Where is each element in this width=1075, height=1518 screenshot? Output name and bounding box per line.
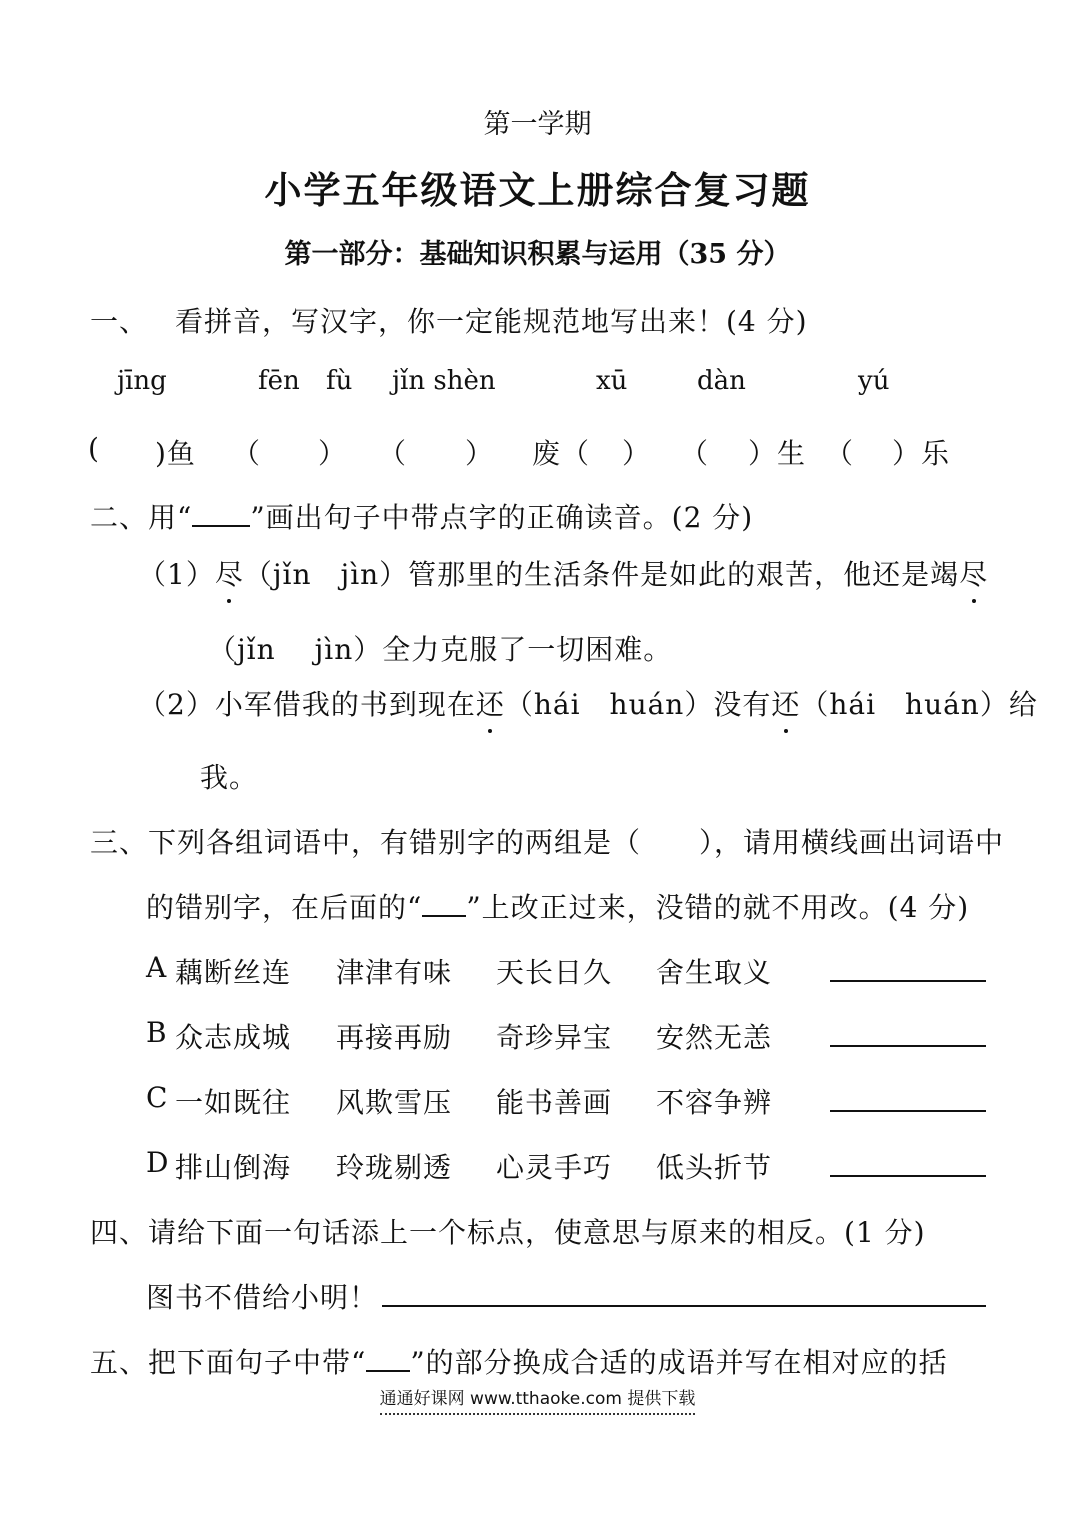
q3-option-a-letter: A — [146, 951, 168, 984]
q2-sentence-1-cont: （jǐn jìn）全力克服了一切困难。 — [208, 633, 673, 666]
q2-prompt: 二、用“ ”画出句子中带点字的正确读音。(2 分) — [90, 501, 754, 534]
q1-blank-4-open: 废（ — [532, 437, 591, 470]
q1-prompt: 看拼音，写汉字，你一定能规范地写出来！(4 分) — [175, 305, 808, 338]
q1-pinyin-4: jǐn shèn — [392, 366, 496, 396]
q3-option-b-word-2: 再接再励 — [336, 1021, 453, 1054]
q1-blank-3-open: （ — [378, 437, 408, 470]
dotted-char: 还 — [476, 683, 505, 723]
q2-sentence-2-cont: 我。 — [200, 761, 259, 794]
dotted-char: 尽 — [215, 553, 244, 593]
q1-pinyin-2: fēn — [258, 366, 300, 396]
q1-blank-2-open: （ — [232, 437, 262, 470]
q1-pinyin-6: dàn — [697, 366, 746, 396]
q3-option-b-answer-line[interactable] — [830, 1045, 986, 1047]
dotted-char: 还 — [771, 683, 800, 723]
q1-blank-6-open: （ — [825, 437, 855, 470]
q3-option-a-word-4: 舍生取义 — [656, 956, 773, 989]
q3-option-a-word-1: 藕断丝连 — [175, 956, 292, 989]
q2-sentence-2: （2）小军借我的书到现在还（hái huán）没有还（hái huán）给 — [138, 683, 1038, 723]
q3-option-a-word-3: 天长日久 — [496, 956, 613, 989]
q3-option-d-word-2: 玲珑剔透 — [336, 1151, 453, 1184]
dotted-char: 尽 — [959, 553, 988, 593]
page-title: 小学五年级语文上册综合复习题 — [264, 168, 811, 212]
q3-option-a-word-2: 津津有味 — [336, 956, 453, 989]
q4-sentence: 图书不借给小明！ — [146, 1281, 379, 1314]
q5-prompt: 五、把下面句子中带“ ”的部分换成合适的成语并写在相对应的括 — [90, 1346, 948, 1379]
q4-prompt: 四、请给下面一句话添上一个标点，使意思与原来的相反。(1 分) — [90, 1216, 926, 1249]
q1-pinyin-7: yú — [858, 366, 890, 396]
q3-prompt-line-1: 三、下列各组词语中，有错别字的两组是（ ），请用横线画出词语中 — [90, 826, 1005, 859]
q3-option-b-word-1: 众志成城 — [175, 1021, 292, 1054]
part-heading: 第一部分：基础知识积累与运用（35 分） — [284, 239, 791, 270]
q2-sentence-1: （1）尽（jǐn jìn）管那里的生活条件是如此的艰苦，他还是竭尽 — [138, 553, 988, 593]
q3-option-b-word-4: 安然无恙 — [656, 1021, 773, 1054]
q3-option-d-word-1: 排山倒海 — [175, 1151, 292, 1184]
q1-blank-1-close: )鱼 — [155, 437, 196, 470]
q1-blank-5-open: （ — [680, 437, 710, 470]
q3-option-c-word-3: 能书善画 — [496, 1086, 613, 1119]
q3-option-d-letter: D — [146, 1146, 170, 1179]
q3-option-c-word-1: 一如既往 — [175, 1086, 292, 1119]
semester-label: 第一学期 — [483, 109, 592, 140]
q1-pinyin-3: fù — [326, 366, 353, 396]
q3-option-c-word-2: 风欺雪压 — [336, 1086, 453, 1119]
q1-blank-1-open: ( — [88, 432, 100, 465]
q1-pinyin-5: xū — [596, 366, 628, 396]
q1-blank-6-close: ）乐 — [892, 437, 951, 470]
q1-blank-3-close: ） — [465, 437, 495, 470]
q3-option-c-word-4: 不容争辨 — [656, 1086, 773, 1119]
q1-number: 一、 — [90, 305, 149, 338]
q3-option-d-word-4: 低头折节 — [656, 1151, 773, 1184]
q1-pinyin-1: jīng — [117, 366, 167, 396]
q3-option-b-word-3: 奇珍异宝 — [496, 1021, 613, 1054]
q3-option-d-answer-line[interactable] — [830, 1175, 986, 1177]
q3-option-a-answer-line[interactable] — [830, 980, 986, 982]
q3-option-b-letter: B — [146, 1016, 168, 1049]
q3-prompt-line-2: 的错别字，在后面的“ ”上改正过来，没错的就不用改。(4 分) — [146, 891, 970, 924]
q3-option-d-word-3: 心灵手巧 — [496, 1151, 613, 1184]
q1-blank-5-close: ）生 — [748, 437, 807, 470]
q3-option-c-answer-line[interactable] — [830, 1110, 986, 1112]
q1-blank-4-close: ） — [622, 437, 652, 470]
footer-source: 通通好课网 www.tthaoke.com 提供下载 — [0, 1384, 1075, 1409]
q4-answer-line[interactable] — [382, 1305, 986, 1307]
q1-blank-2-close: ） — [318, 437, 348, 470]
q3-option-c-letter: C — [146, 1081, 169, 1114]
